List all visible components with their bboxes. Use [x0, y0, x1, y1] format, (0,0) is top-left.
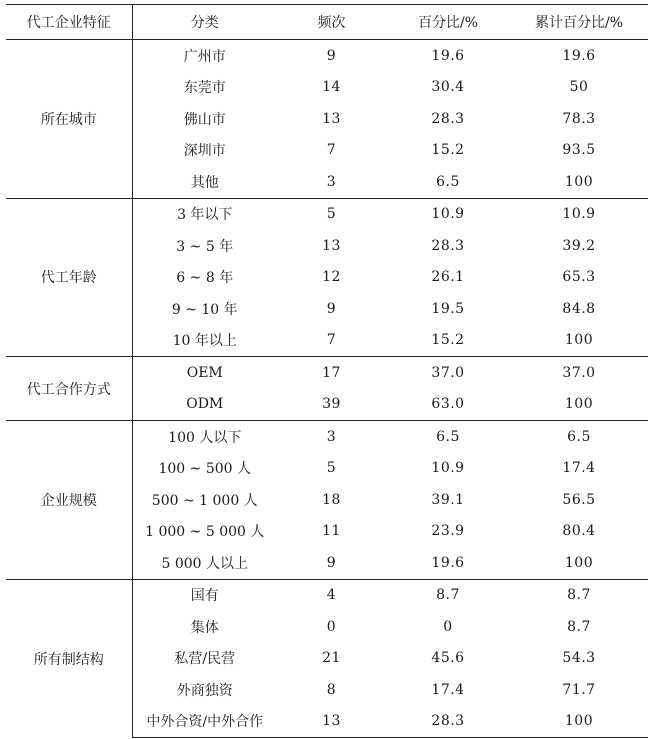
- table-row: [6, 357, 648, 389]
- cumulative-percent-cell: 10.9: [510, 198, 648, 230]
- percent-cell: 15.2: [431, 142, 465, 159]
- percent-cell: 39.1: [431, 491, 465, 508]
- category-cell: OEM: [132, 357, 277, 389]
- frequency-cell: 3: [326, 173, 337, 190]
- group-label: 所有制结构: [6, 579, 132, 738]
- statistics-table: [6, 4, 648, 738]
- header-cumulative-percent: 累计百分比/%: [510, 5, 648, 40]
- header-characteristic: 代工企业特征: [6, 5, 132, 40]
- cumulative-percent-cell: 84.8: [562, 300, 596, 317]
- category-cell: 广州市: [183, 48, 226, 65]
- percent-cell: 63.0: [431, 396, 465, 413]
- cumulative-percent-cell: 100: [564, 396, 594, 413]
- category-cell: 东莞市: [183, 80, 226, 97]
- percent-cell: 0: [443, 618, 453, 635]
- percent-cell: 23.9: [431, 523, 465, 540]
- percent-cell: 8.7: [386, 579, 510, 611]
- header-frequency: 频次: [277, 5, 386, 40]
- percent-cell: 28.3: [431, 237, 465, 254]
- category-cell: 1 000 ~ 5 000 人: [145, 524, 265, 541]
- frequency-cell: 0: [326, 618, 337, 635]
- frequency-cell: 9: [326, 300, 337, 317]
- category-cell: 3 ~ 5 年: [176, 238, 234, 255]
- percent-cell: 15.2: [431, 332, 465, 349]
- cumulative-percent-cell: 37.0: [510, 357, 648, 389]
- frequency-cell: 3: [277, 421, 386, 453]
- cumulative-percent-cell: 78.3: [562, 110, 596, 127]
- frequency-cell: 9: [326, 554, 337, 571]
- category-cell: 外商独资: [176, 682, 233, 699]
- cumulative-percent-cell: 19.6: [562, 47, 596, 64]
- cumulative-percent-cell: 80.4: [562, 523, 596, 540]
- header-percent: 百分比/%: [386, 5, 510, 40]
- cumulative-percent-cell: 65.3: [562, 269, 596, 286]
- cumulative-percent-cell: 100: [564, 554, 594, 571]
- frequency-cell: 7: [326, 142, 337, 159]
- table-row: [6, 40, 648, 72]
- table-row: [6, 421, 648, 453]
- frequency-cell: 18: [322, 491, 341, 508]
- table-row: [6, 198, 648, 230]
- group-label: 企业规模: [6, 421, 132, 580]
- category-cell: 5 000 人以上: [161, 555, 249, 572]
- category-cell: 10 年以上: [172, 333, 237, 350]
- header-row: [6, 5, 648, 40]
- category-cell: 国有: [132, 579, 277, 611]
- cumulative-percent-cell: 17.4: [562, 460, 596, 477]
- group-label: 所在城市: [6, 40, 132, 199]
- group-label: 代工年龄: [6, 198, 132, 357]
- percent-cell: 28.3: [386, 706, 510, 738]
- table-body: [6, 40, 648, 738]
- percent-cell: 10.9: [386, 198, 510, 230]
- frequency-cell: 4: [277, 579, 386, 611]
- frequency-cell: 12: [322, 269, 341, 286]
- cumulative-percent-cell: 8.7: [510, 579, 648, 611]
- frequency-cell: 13: [322, 110, 341, 127]
- percent-cell: 17.4: [431, 681, 465, 698]
- percent-cell: 6.5: [386, 421, 510, 453]
- cumulative-percent-cell: 6.5: [510, 421, 648, 453]
- header-category: 分类: [132, 5, 277, 40]
- cumulative-percent-cell: 100: [564, 332, 594, 349]
- percent-cell: 28.3: [431, 110, 465, 127]
- cumulative-percent-cell: 8.7: [567, 618, 591, 635]
- cumulative-percent-cell: 100: [564, 173, 594, 190]
- cumulative-percent-cell: 39.2: [562, 237, 596, 254]
- table-header: [6, 5, 648, 40]
- frequency-cell: 17: [277, 357, 386, 389]
- percent-cell: 37.0: [386, 357, 510, 389]
- category-cell: 500 ~ 1 000 人: [151, 492, 258, 509]
- category-cell: 集体: [190, 619, 219, 636]
- percent-cell: 6.5: [436, 173, 460, 190]
- percent-cell: 30.4: [431, 79, 465, 96]
- category-cell: 100 人以下: [132, 421, 277, 453]
- cumulative-percent-cell: 100: [510, 706, 648, 738]
- cumulative-percent-cell: 56.5: [562, 491, 596, 508]
- frequency-cell: 9: [326, 47, 337, 64]
- cumulative-percent-cell: 54.3: [562, 650, 596, 667]
- cumulative-percent-cell: 71.7: [562, 681, 596, 698]
- cumulative-percent-cell: 50: [569, 79, 589, 96]
- frequency-cell: 14: [322, 79, 341, 96]
- category-cell: 100 ~ 500 人: [158, 461, 252, 478]
- frequency-cell: 5: [277, 198, 386, 230]
- category-cell: 深圳市: [183, 143, 226, 160]
- frequency-cell: 11: [322, 523, 341, 540]
- frequency-cell: 21: [322, 650, 341, 667]
- table-row: [6, 579, 648, 611]
- percent-cell: 45.6: [431, 650, 465, 667]
- percent-cell: 19.6: [431, 554, 465, 571]
- frequency-cell: 13: [322, 237, 341, 254]
- category-cell: 佛山市: [183, 111, 226, 128]
- category-cell: 中外合资/中外合作: [132, 706, 277, 738]
- percent-cell: 19.5: [431, 300, 465, 317]
- category-cell: 6 ~ 8 年: [176, 270, 234, 287]
- category-cell: 其他: [190, 174, 219, 191]
- cumulative-percent-cell: 93.5: [562, 142, 596, 159]
- frequency-cell: 8: [326, 681, 337, 698]
- frequency-cell: 5: [326, 460, 337, 477]
- group-label: 代工合作方式: [6, 357, 132, 421]
- frequency-cell: 13: [277, 706, 386, 738]
- category-cell: 3 年以下: [132, 198, 277, 230]
- percent-cell: 19.6: [431, 47, 465, 64]
- category-cell: 私营/民营: [174, 651, 236, 668]
- frequency-cell: 39: [322, 396, 341, 413]
- category-cell: ODM: [186, 396, 224, 413]
- percent-cell: 26.1: [431, 269, 465, 286]
- percent-cell: 10.9: [431, 460, 465, 477]
- frequency-cell: 7: [326, 332, 337, 349]
- category-cell: 9 ~ 10 年: [171, 301, 238, 318]
